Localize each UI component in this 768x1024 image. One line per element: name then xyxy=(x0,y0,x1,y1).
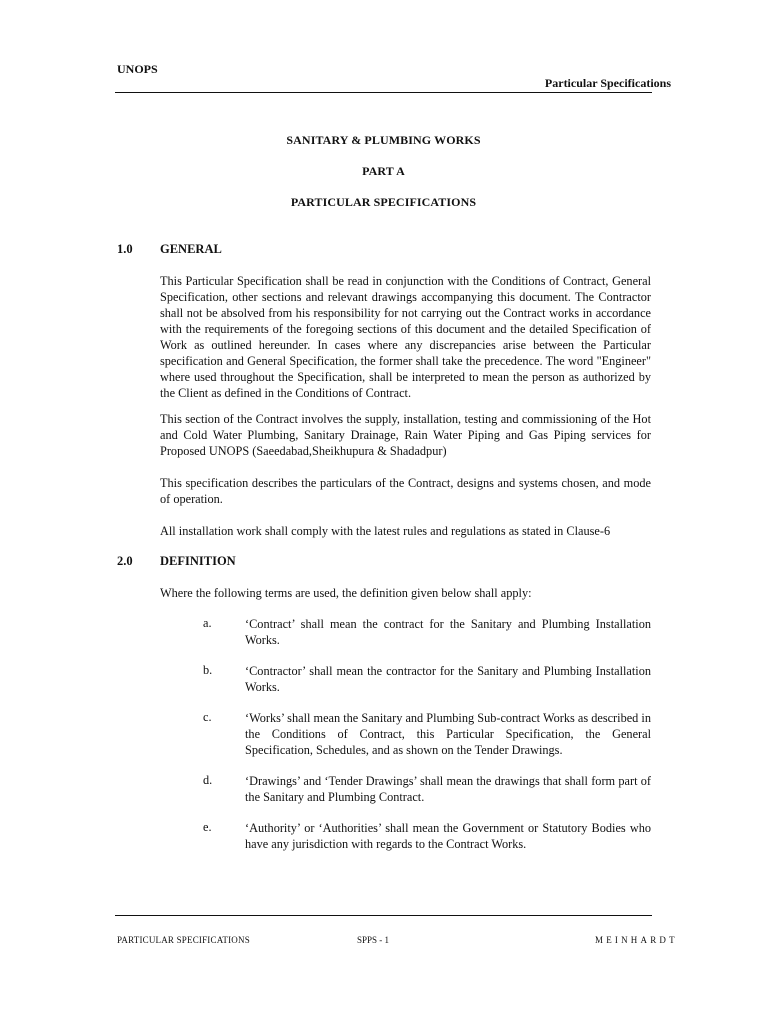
general-paragraph-3: This specification describes the particulars of the Contract, designs and systems chosen, and mode of operation. xyxy=(160,476,651,506)
section-number-general: 1.0 xyxy=(117,242,133,256)
definition-item-label: a. xyxy=(203,616,212,630)
definition-item-label: c. xyxy=(203,710,212,724)
definition-item-text: ‘Drawings’ and ‘Tender Drawings’ shall mean the drawings that shall form part of the Sanitary and Plumbing Contract. xyxy=(245,774,651,804)
header-org: UNOPS xyxy=(117,62,158,76)
doc-subtitle: PARTICULAR SPECIFICATIONS xyxy=(290,195,477,209)
definition-item-label: b. xyxy=(203,663,213,677)
section-title-general: GENERAL xyxy=(160,242,222,256)
definition-item-text: ‘Contract’ shall mean the contract for the Sanitary and Plumbing Installation Works. xyxy=(245,617,651,647)
general-paragraph-1: This Particular Specification shall be read in conjunction with the Conditions of Contract, General Specification, other sections and relevant drawings accompanying this document. The Contractor shall not be absolved from his responsibility for not carrying out the Contract works in accordance with the requirements of the foregoing sections of this document and the detailed Specification of Work as outlined hereunder. In cases where any discrepancies arise between the Particular specification and General Specification, the former shall take the precedence. The word "Engineer" where used throughout the Specification, shall be interpreted to mean the person as authorized by the Client as defined in the Conditions of Contract. xyxy=(160,274,651,400)
section-title-definition: DEFINITION xyxy=(160,554,236,568)
header-rule xyxy=(115,92,652,93)
definition-item-text: ‘Authority’ or ‘Authorities’ shall mean the Government or Statutory Bodies who have any jurisdiction with regards to the Contract Works. xyxy=(245,821,651,851)
general-paragraph-2: This section of the Contract involves the supply, installation, testing and commissioning of the Hot and Cold Water Plumbing, Sanitary Drainage, Rain Water Piping and Gas Piping services for Proposed UNOPS (Saeedabad,Sheikhupura & Shadadpur) xyxy=(160,412,651,458)
section-number-definition: 2.0 xyxy=(117,554,133,568)
footer-company: MEINHARDT xyxy=(595,935,678,945)
footer-page-number: SPPS - 1 xyxy=(357,935,390,945)
header-doc-section: Particular Specifications xyxy=(544,76,671,90)
definition-intro: Where the following terms are used, the definition given below shall apply: xyxy=(160,586,532,600)
doc-part: PART A xyxy=(362,164,405,178)
definition-item-text: ‘Contractor’ shall mean the contractor for the Sanitary and Plumbing Installation Works. xyxy=(245,664,651,694)
footer-doc-title: PARTICULAR SPECIFICATIONS xyxy=(117,935,250,945)
definition-item-text: ‘Works’ shall mean the Sanitary and Plumbing Sub-contract Works as described in the Conditions of Contract, this Particular Specification, the General Specification, Schedules, and as shown on the Tender Drawings. xyxy=(245,711,651,757)
footer-rule xyxy=(115,915,652,916)
doc-title: SANITARY & PLUMBING WORKS xyxy=(286,133,481,147)
definition-item-label: e. xyxy=(203,820,212,834)
general-paragraph-4: All installation work shall comply with the latest rules and regulations as stated in Clause-6 xyxy=(160,524,611,538)
definition-item-label: d. xyxy=(203,773,213,787)
